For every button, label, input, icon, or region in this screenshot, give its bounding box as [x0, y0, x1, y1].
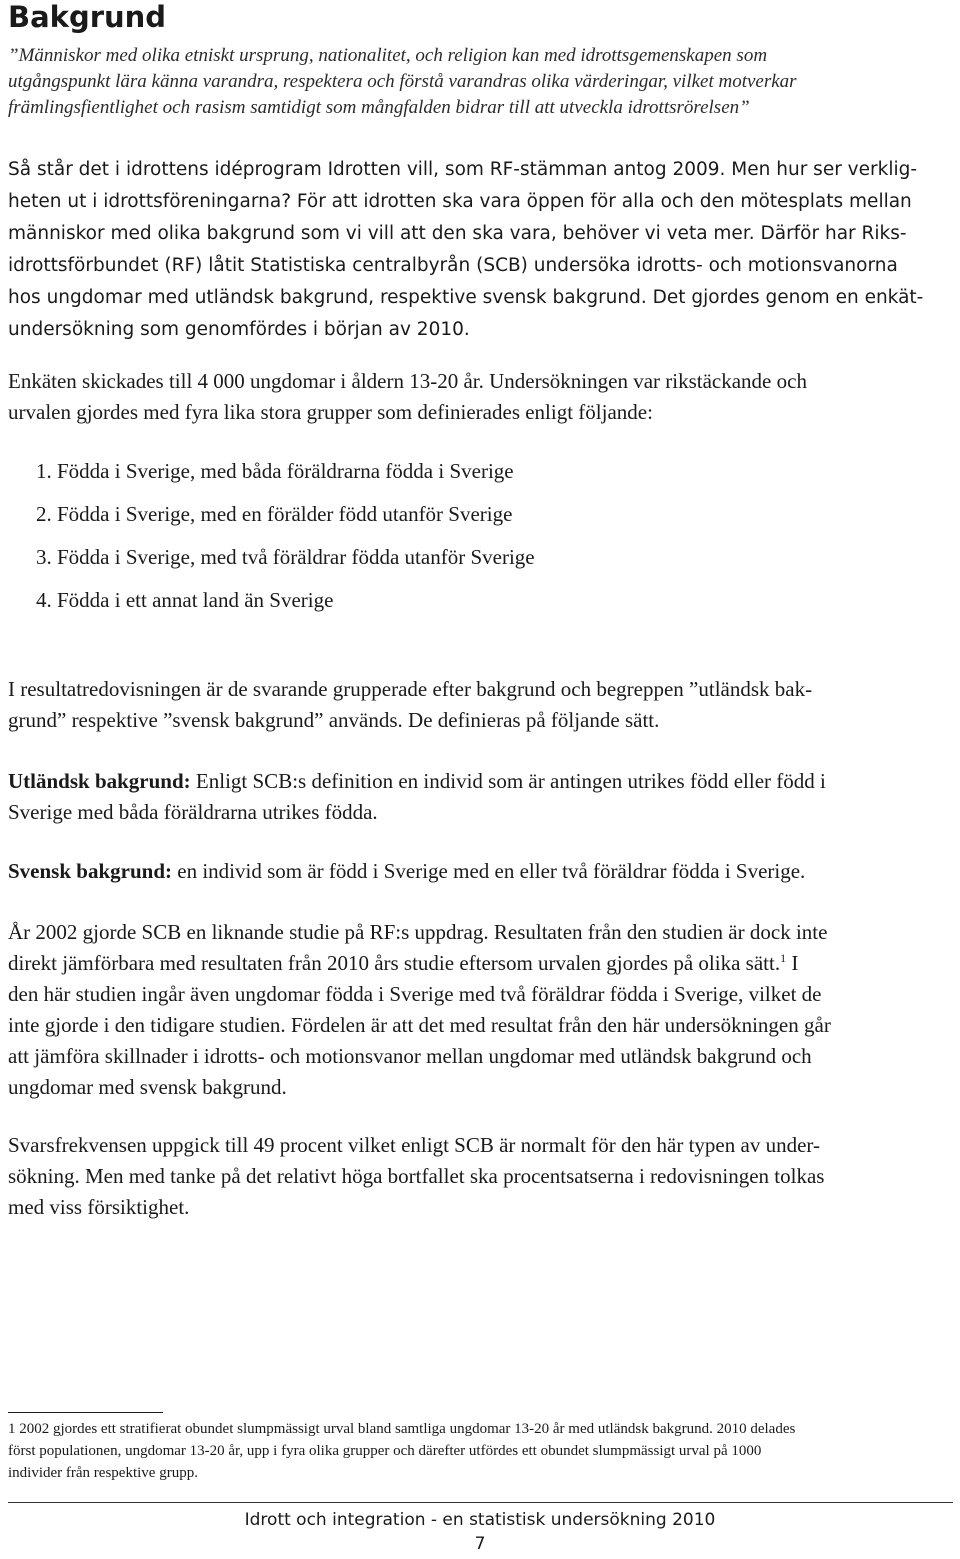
- footer-title: Idrott och integration - en statistisk undersökning 2010: [244, 1510, 716, 1530]
- study-2002-paragraph: [8, 917, 948, 1103]
- definition-text: en individ som är född i Sverige med en eller två föräldrar födda i Sverige.: [172, 859, 806, 883]
- intro-paragraph: [8, 154, 948, 346]
- definition-term: Svensk bakgrund:: [8, 859, 172, 883]
- footnote-line: 1 2002 gjordes ett stratifierat obundet slumpmässigt urval bland samtliga ungdomar 13-20 år med utländsk bakgrund. 2010 delades: [8, 1421, 796, 1437]
- footer-divider: [8, 1502, 953, 1503]
- page-number: 7: [474, 1534, 486, 1554]
- footnote-line: först populationen, ungdomar 13-20 år, upp i fyra olika grupper och därefter utfördes ett obundet slumpmässigt urval på 1000: [8, 1443, 762, 1459]
- intro-line: undersökning som genomfördes i början av 2010.: [8, 319, 470, 340]
- footnote-line: individer från respektive grupp.: [8, 1465, 198, 1481]
- intro-line: idrottsförbundet (RF) låtit Statistiska centralbyrån (SCB) undersöka idrotts- och motionsvanorna: [8, 255, 898, 276]
- result-line: I resultatredovisningen är de svarande grupperade efter bakgrund och begreppen ”utländsk bak-: [8, 677, 813, 701]
- study-line: inte gjorde i den tidigare studien. Fördelen är att det med resultat från den här undersökningen går: [8, 1013, 831, 1037]
- intro-line: människor med olika bakgrund som vi vill att den ska vara, behöver vi veta mer. Därför har Riks-: [8, 223, 907, 244]
- list-item: 4. Födda i ett annat land än Sverige: [36, 588, 334, 612]
- footnote: [8, 1418, 953, 1484]
- program-quote: [8, 43, 948, 121]
- foreign-background-definition: [8, 766, 948, 828]
- definition-text: Enligt SCB:s definition en individ som är antingen utrikes född eller född i: [190, 769, 826, 793]
- response-line: Svarsfrekvensen uppgick till 49 procent vilket enligt SCB är normalt för den här typen av under-: [8, 1133, 820, 1157]
- study-line: I: [786, 951, 799, 975]
- intro-line: hos ungdomar med utländsk bakgrund, respektive svensk bakgrund. Det gjordes genom en enkät-: [8, 287, 924, 308]
- study-line: År 2002 gjorde SCB en liknande studie på RF:s uppdrag. Resultaten från den studien är dock inte: [8, 920, 828, 944]
- study-line: den här studien ingår även ungdomar födda i Sverige med två föräldrar födda i Sverige, vilket de: [8, 982, 822, 1006]
- page-title: Bakgrund: [8, 0, 167, 34]
- study-line: att jämföra skillnader i idrotts- och motionsvanor mellan ungdomar med utländsk bakgrund och: [8, 1044, 812, 1068]
- response-line: med viss försiktighet.: [8, 1195, 190, 1219]
- survey-line: Enkäten skickades till 4 000 ungdomar i åldern 13-20 år. Undersökningen var rikstäckande och: [8, 369, 807, 393]
- quote-line: ”Människor med olika etniskt ursprung, nationalitet, och religion kan med idrottsgemenskapen som: [8, 45, 768, 66]
- list-item: 1. Födda i Sverige, med båda föräldrarna födda i Sverige: [36, 459, 514, 483]
- group-list: [36, 456, 535, 628]
- footnote-divider: [8, 1412, 163, 1413]
- intro-line: Så står det i idrottens idéprogram Idrotten vill, som RF-stämman antog 2009. Men hur ser verklig-: [8, 159, 918, 180]
- definition-text: Sverige med båda föräldrarna utrikes födda.: [8, 800, 378, 824]
- list-item: 2. Födda i Sverige, med en förälder född utanför Sverige: [36, 502, 513, 526]
- list-item: 3. Födda i Sverige, med två föräldrar födda utanför Sverige: [36, 545, 535, 569]
- definition-term: Utländsk bakgrund:: [8, 769, 191, 793]
- study-line: ungdomar med svensk bakgrund.: [8, 1075, 287, 1099]
- intro-line: heten ut i idrottsföreningarna? För att idrotten ska vara öppen för alla och den mötesplats mellan: [8, 191, 912, 212]
- quote-line: främlingsfientlighet och rasism samtidigt som mångfalden bidrar till att utveckla idrottsrörelsen”: [8, 97, 750, 118]
- survey-line: urvalen gjordes med fyra lika stora grupper som definierades enligt följande:: [8, 400, 653, 424]
- quote-line: utgångspunkt lära känna varandra, respektera och förstå varandras olika värderingar, vilket motverkar: [8, 71, 797, 92]
- swedish-background-definition: [8, 856, 948, 887]
- footnote-reference[interactable]: 1: [780, 951, 787, 965]
- study-line: direkt jämförbara med resultaten från 2010 års studie eftersom urvalen gjordes på olika sätt.: [8, 951, 781, 975]
- result-paragraph: [8, 674, 948, 736]
- response-line: sökning. Men med tanke på det relativt höga bortfallet ska procentsatserna i redovisningen tolkas: [8, 1164, 825, 1188]
- result-line: grund” respektive ”svensk bakgrund” används. De definieras på följande sätt.: [8, 708, 660, 732]
- survey-paragraph: [8, 366, 948, 428]
- response-rate-paragraph: [8, 1130, 948, 1223]
